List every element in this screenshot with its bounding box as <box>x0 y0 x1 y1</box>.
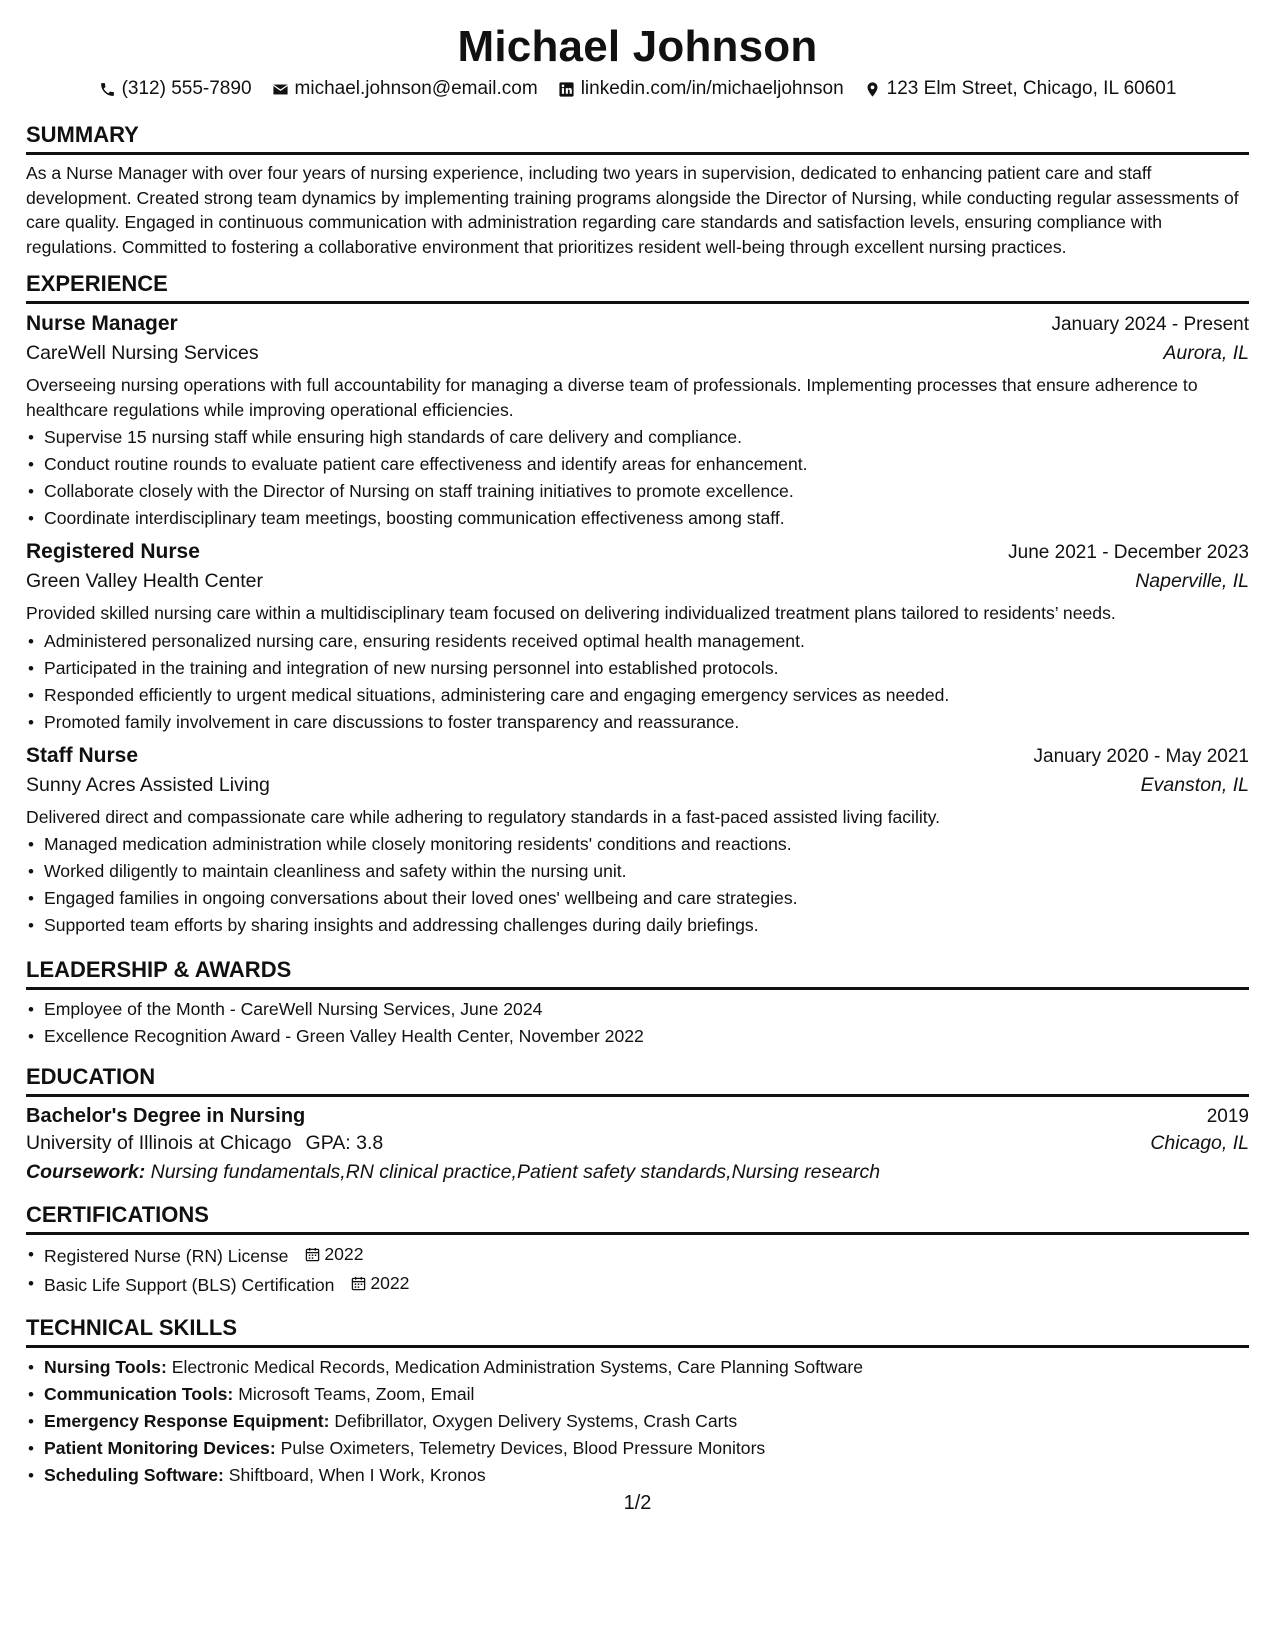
job-description: Provided skilled nursing care within a multidisciplinary team focused on delivering individualized treatment plans tailored to residents’ needs. <box>26 603 1116 623</box>
list-item <box>44 1381 1249 1408</box>
coursework-label: Coursework: <box>26 1161 146 1183</box>
contact-linkedin[interactable] <box>558 78 844 100</box>
page-number: 1/2 <box>623 1492 652 1514</box>
list-item <box>44 1270 1249 1299</box>
summary-section <box>26 122 1249 259</box>
skills-list <box>26 1354 1249 1489</box>
address-text: 123 Elm Street, Chicago, IL 60601 <box>886 78 1177 99</box>
degree-title: Bachelor's Degree in Nursing <box>26 1105 306 1127</box>
list-item: • Promoted family involvement in care discussions to foster transparency and reassurance. <box>44 709 1249 736</box>
certifications-section <box>26 1202 1249 1299</box>
list-item: • Worked diligently to maintain cleanliness and safety within the nursing unit. <box>44 858 1249 885</box>
section-heading: CERTIFICATIONS <box>26 1202 1249 1235</box>
school-name: University of Illinois at Chicago <box>26 1132 292 1154</box>
job-company: CareWell Nursing Services <box>26 342 259 364</box>
list-item: • Coordinate interdisciplinary team meetings, boosting communication effectiveness among staff. <box>44 505 1249 532</box>
linkedin-link[interactable]: linkedin.com/in/michaeljohnson <box>580 78 844 99</box>
section-heading: EDUCATION <box>26 1064 1249 1097</box>
job-dates: June 2021 - December 2023 <box>1008 542 1249 563</box>
cert-date <box>305 1241 363 1268</box>
list-item: • Engaged families in ongoing conversations about their loved ones' wellbeing and care strategies. <box>44 885 1249 912</box>
list-item: • Conduct routine rounds to evaluate patient care effectiveness and identify areas for enhancement. <box>44 451 1249 478</box>
list-item <box>44 1408 1249 1435</box>
contact-address <box>864 78 1177 100</box>
skill-values: Electronic Medical Records, Medication Administration Systems, Care Planning Software <box>171 1357 864 1377</box>
job-company: Sunny Acres Assisted Living <box>26 773 270 796</box>
awards-list <box>26 996 1249 1050</box>
envelope-icon <box>272 81 289 98</box>
email-link[interactable]: michael.johnson@email.com <box>294 78 538 99</box>
job-header-row <box>26 540 1249 564</box>
skill-values: Shiftboard, When I Work, Kronos <box>228 1465 486 1485</box>
list-item <box>44 1241 1249 1270</box>
skill-category: Communication Tools: <box>44 1384 234 1404</box>
list-item: • Supported team efforts by sharing insights and addressing challenges during daily briefings. <box>44 912 1249 939</box>
contact-bar <box>26 78 1249 100</box>
list-item: • Collaborate closely with the Director of Nursing on staff training initiatives to promote excellence. <box>44 478 1249 505</box>
school-location: Chicago, IL <box>1150 1132 1249 1154</box>
skill-values: Pulse Oximeters, Telemetry Devices, Blood Pressure Monitors <box>280 1438 766 1458</box>
phone-text: (312) 555-7890 <box>121 78 252 99</box>
awards-section <box>26 957 1249 1050</box>
job-company-row <box>26 342 1249 365</box>
section-heading: EXPERIENCE <box>26 271 1249 304</box>
job-entry <box>26 540 1249 736</box>
job-location: Aurora, IL <box>1163 342 1249 364</box>
cert-date <box>351 1270 409 1297</box>
list-item: • Employee of the Month - CareWell Nursing Services, June 2024 <box>44 996 1249 1023</box>
job-bullets <box>26 831 1249 939</box>
list-item: • Supervise 15 nursing staff while ensuring high standards of care delivery and compliance. <box>44 424 1249 451</box>
linkedin-icon <box>558 81 575 98</box>
calendar-icon <box>305 1247 320 1262</box>
job-title: Registered Nurse <box>26 540 200 563</box>
job-dates: January 2024 - Present <box>1051 314 1249 335</box>
skill-values: Defibrillator, Oxygen Delivery Systems, Crash Carts <box>334 1411 738 1431</box>
job-title: Nurse Manager <box>26 312 178 335</box>
section-heading: TECHNICAL SKILLS <box>26 1315 1249 1348</box>
job-description: Delivered direct and compassionate care while adhering to regulatory standards in a fast-paced assisted living facility. <box>26 806 941 827</box>
experience-section <box>26 271 1249 939</box>
candidate-name: Michael Johnson <box>457 22 818 71</box>
education-section <box>26 1064 1249 1184</box>
school-line <box>26 1132 383 1155</box>
job-bullets <box>26 424 1249 532</box>
cert-year: 2022 <box>370 1273 410 1293</box>
job-description: Overseeing nursing operations with full accountability for managing a diverse team of professionals. Implementing processes that ensure adherence to healthcare regulations while improving operational efficiencies. <box>26 375 1198 420</box>
list-item <box>44 1462 1249 1489</box>
list-item: • Managed medication administration while closely monitoring residents' conditions and reactions. <box>44 831 1249 858</box>
job-dates: January 2020 - May 2021 <box>1033 745 1249 767</box>
skill-category: Patient Monitoring Devices: <box>44 1438 276 1458</box>
list-item <box>44 1354 1249 1381</box>
graduation-year: 2019 <box>1206 1106 1249 1127</box>
list-item: • Responded efficiently to urgent medical situations, administering care and engaging emergency services as needed. <box>44 682 1249 709</box>
list-item: • Excellence Recognition Award - Green Valley Health Center, November 2022 <box>44 1023 1249 1050</box>
job-entry <box>26 744 1249 940</box>
job-header-row <box>26 312 1249 336</box>
job-company-row <box>26 570 1249 593</box>
certifications-list <box>26 1241 1249 1299</box>
list-item: • Participated in the training and integration of new nursing personnel into established protocols. <box>44 655 1249 682</box>
phone-icon <box>99 81 116 98</box>
skill-values: Microsoft Teams, Zoom, Email <box>238 1384 475 1404</box>
job-bullets <box>26 628 1249 736</box>
education-header-row <box>26 1105 1249 1128</box>
job-header-row <box>26 744 1249 768</box>
calendar-icon <box>351 1276 366 1291</box>
cert-name: Basic Life Support (BLS) Certification <box>44 1275 335 1295</box>
cert-year: 2022 <box>324 1244 364 1264</box>
skill-category: Scheduling Software: <box>44 1465 224 1485</box>
contact-email[interactable] <box>272 78 538 100</box>
contact-phone <box>99 78 252 100</box>
section-heading: LEADERSHIP & AWARDS <box>26 957 1249 990</box>
cert-name: Registered Nurse (RN) License <box>44 1246 289 1266</box>
gpa: GPA: 3.8 <box>305 1132 384 1154</box>
list-item <box>44 1435 1249 1462</box>
coursework-line <box>26 1161 1249 1184</box>
job-company-row <box>26 774 1249 797</box>
coursework-list: Nursing fundamentals,RN clinical practice,Patient safety standards,Nursing research <box>150 1161 881 1183</box>
skill-category: Nursing Tools: <box>44 1357 167 1377</box>
job-title: Staff Nurse <box>26 743 139 767</box>
map-pin-icon <box>864 81 881 98</box>
job-company: Green Valley Health Center <box>26 570 264 592</box>
skills-section <box>26 1315 1249 1489</box>
education-school-row <box>26 1132 1249 1155</box>
summary-text: As a Nurse Manager with over four years of nursing experience, including two years in supervision, dedicated to enhancing patient care and staff development. Created strong team dynamics by implementing training programs alongside the Director of Nursing, while conducting regular assessments of care quality. Engaged in continuous communication with administration regarding care standards and satisfaction levels, ensuring compliance with regulations. Committed to fostering a collaborative environment that prioritizes resident well-being through excellent nursing practices. <box>26 163 1239 257</box>
list-item: • Administered personalized nursing care, ensuring residents received optimal health management. <box>44 628 1249 655</box>
skill-category: Emergency Response Equipment: <box>44 1411 330 1431</box>
job-location: Naperville, IL <box>1135 570 1249 592</box>
job-entry <box>26 312 1249 532</box>
job-location: Evanston, IL <box>1140 773 1249 796</box>
section-heading: SUMMARY <box>26 122 1249 155</box>
